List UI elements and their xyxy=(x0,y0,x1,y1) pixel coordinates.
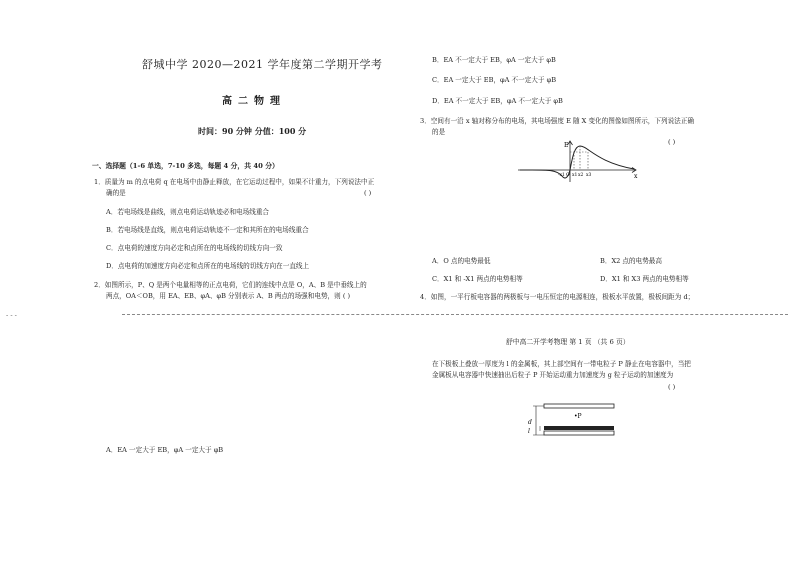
q1-option-c: C．点电荷的速度方向必定和点所在的电场线的切线方向一致 xyxy=(106,244,283,252)
tick-neg-x1: -x1 xyxy=(558,173,565,178)
x-axis-label: x xyxy=(634,173,638,180)
q2-option-a: A．EA 一定大于 EB，φA 一定大于 φB xyxy=(106,446,224,454)
q3-stem-cont: 的是 xyxy=(432,128,446,136)
l-label: l xyxy=(528,428,530,435)
lower-plate xyxy=(544,431,614,435)
q3-stem: 3．空间有一沿 x 轴对称分布的电场，其电场强度 E 随 X 变化的图像如图所示，下列说法正确 xyxy=(420,117,694,125)
q4-cont-2: 金属板从电容器中快速抽出后粒子 P 开始运动重力加速度为 g 粒子运动的加速度为 xyxy=(432,371,674,379)
section-heading: 一、选择题（1-6 单选，7-10 多选，每题 4 分，共 40 分） xyxy=(92,162,279,170)
q2-stem: 2．如图所示，P、Q 是两个电量相等的正点电荷，它们的连线中点是 O，A、B 是中垂线上的 xyxy=(94,281,367,289)
metal-plate xyxy=(544,426,614,430)
q1-stem: 1．质量为 m 的点电荷 q 在电场中由静止释放，在它运动过程中，如果不计重力，下列说法中正 xyxy=(94,178,375,186)
q2-option-c: C．EA 一定大于 EB，φA 不一定大于 φB xyxy=(432,76,557,84)
q4-stem: 4．如图，一平行板电容器的两极板与一电压恒定的电源相连，极板水平放置，极板间距为 d； xyxy=(420,293,695,301)
q1-option-b: B．若电场线是直线，则点电荷运动轨迹不一定和其所在的电场线重合 xyxy=(106,226,309,234)
q3-option-a: A．O 点的电势最低 xyxy=(432,257,491,265)
exam-meta: 时间：90 分钟 分值：100 分 xyxy=(198,126,307,136)
tick-x1: x1 xyxy=(572,173,578,178)
fold-line xyxy=(122,314,788,315)
q4-cont-1: 在下极板上叠放一厚度为 l 的金属板，其上部空间有一带电粒子 P 静止在电容器中，当把 xyxy=(432,360,691,368)
page-footer: 舒中高二开学考物理 第 1 页 （共 6 页） xyxy=(506,338,630,346)
exam-title: 舒城中学 2020—2021 学年度第二学期开学考 xyxy=(142,58,383,71)
q3-option-c: C．X1 和 -X1 两点的电势相等 xyxy=(432,275,523,283)
upper-plate xyxy=(544,404,614,408)
q3-option-b: B．X2 点的电势最高 xyxy=(600,257,662,265)
tick-x3: x3 xyxy=(586,173,592,178)
d-label: d xyxy=(528,419,532,426)
tick-origin: O xyxy=(566,173,570,178)
tick-x2: x2 xyxy=(578,173,584,178)
y-axis-label: E xyxy=(564,142,569,149)
q2-stem-cont: 两点，OA＜OB，用 EA、EB、φA、φB 分别表示 A、B 两点的场强和电势，则 ( ) xyxy=(106,292,351,300)
q1-option-a: A．若电场线是曲线，则点电荷运动轨迹必和电场线重合 xyxy=(106,208,270,216)
q4-answer-blank: ( ) xyxy=(668,383,676,391)
particle-p: •P xyxy=(574,413,582,420)
exam-subject: 高二物理 xyxy=(222,96,286,107)
q1-stem-cont: 确的是 xyxy=(106,189,126,197)
q3-ex-graph xyxy=(516,138,640,182)
q3-option-d: D．X1 和 X3 两点的电势相等 xyxy=(600,275,689,283)
q3-answer-blank: ( ) xyxy=(668,138,676,146)
q1-answer-blank: ( ) xyxy=(364,189,372,197)
q1-option-d: D．点电荷的加速度方向必定和点所在的电场线的切线方向在一直线上 xyxy=(106,262,310,270)
q2-option-d: D．EA 不一定大于 EB，φA 不一定大于 φB xyxy=(432,97,563,105)
q4-capacitor-figure xyxy=(526,400,618,442)
margin-marks: - - - xyxy=(6,311,17,319)
q2-option-b: B．EA 不一定大于 EB，φA 一定大于 φB xyxy=(432,56,556,64)
